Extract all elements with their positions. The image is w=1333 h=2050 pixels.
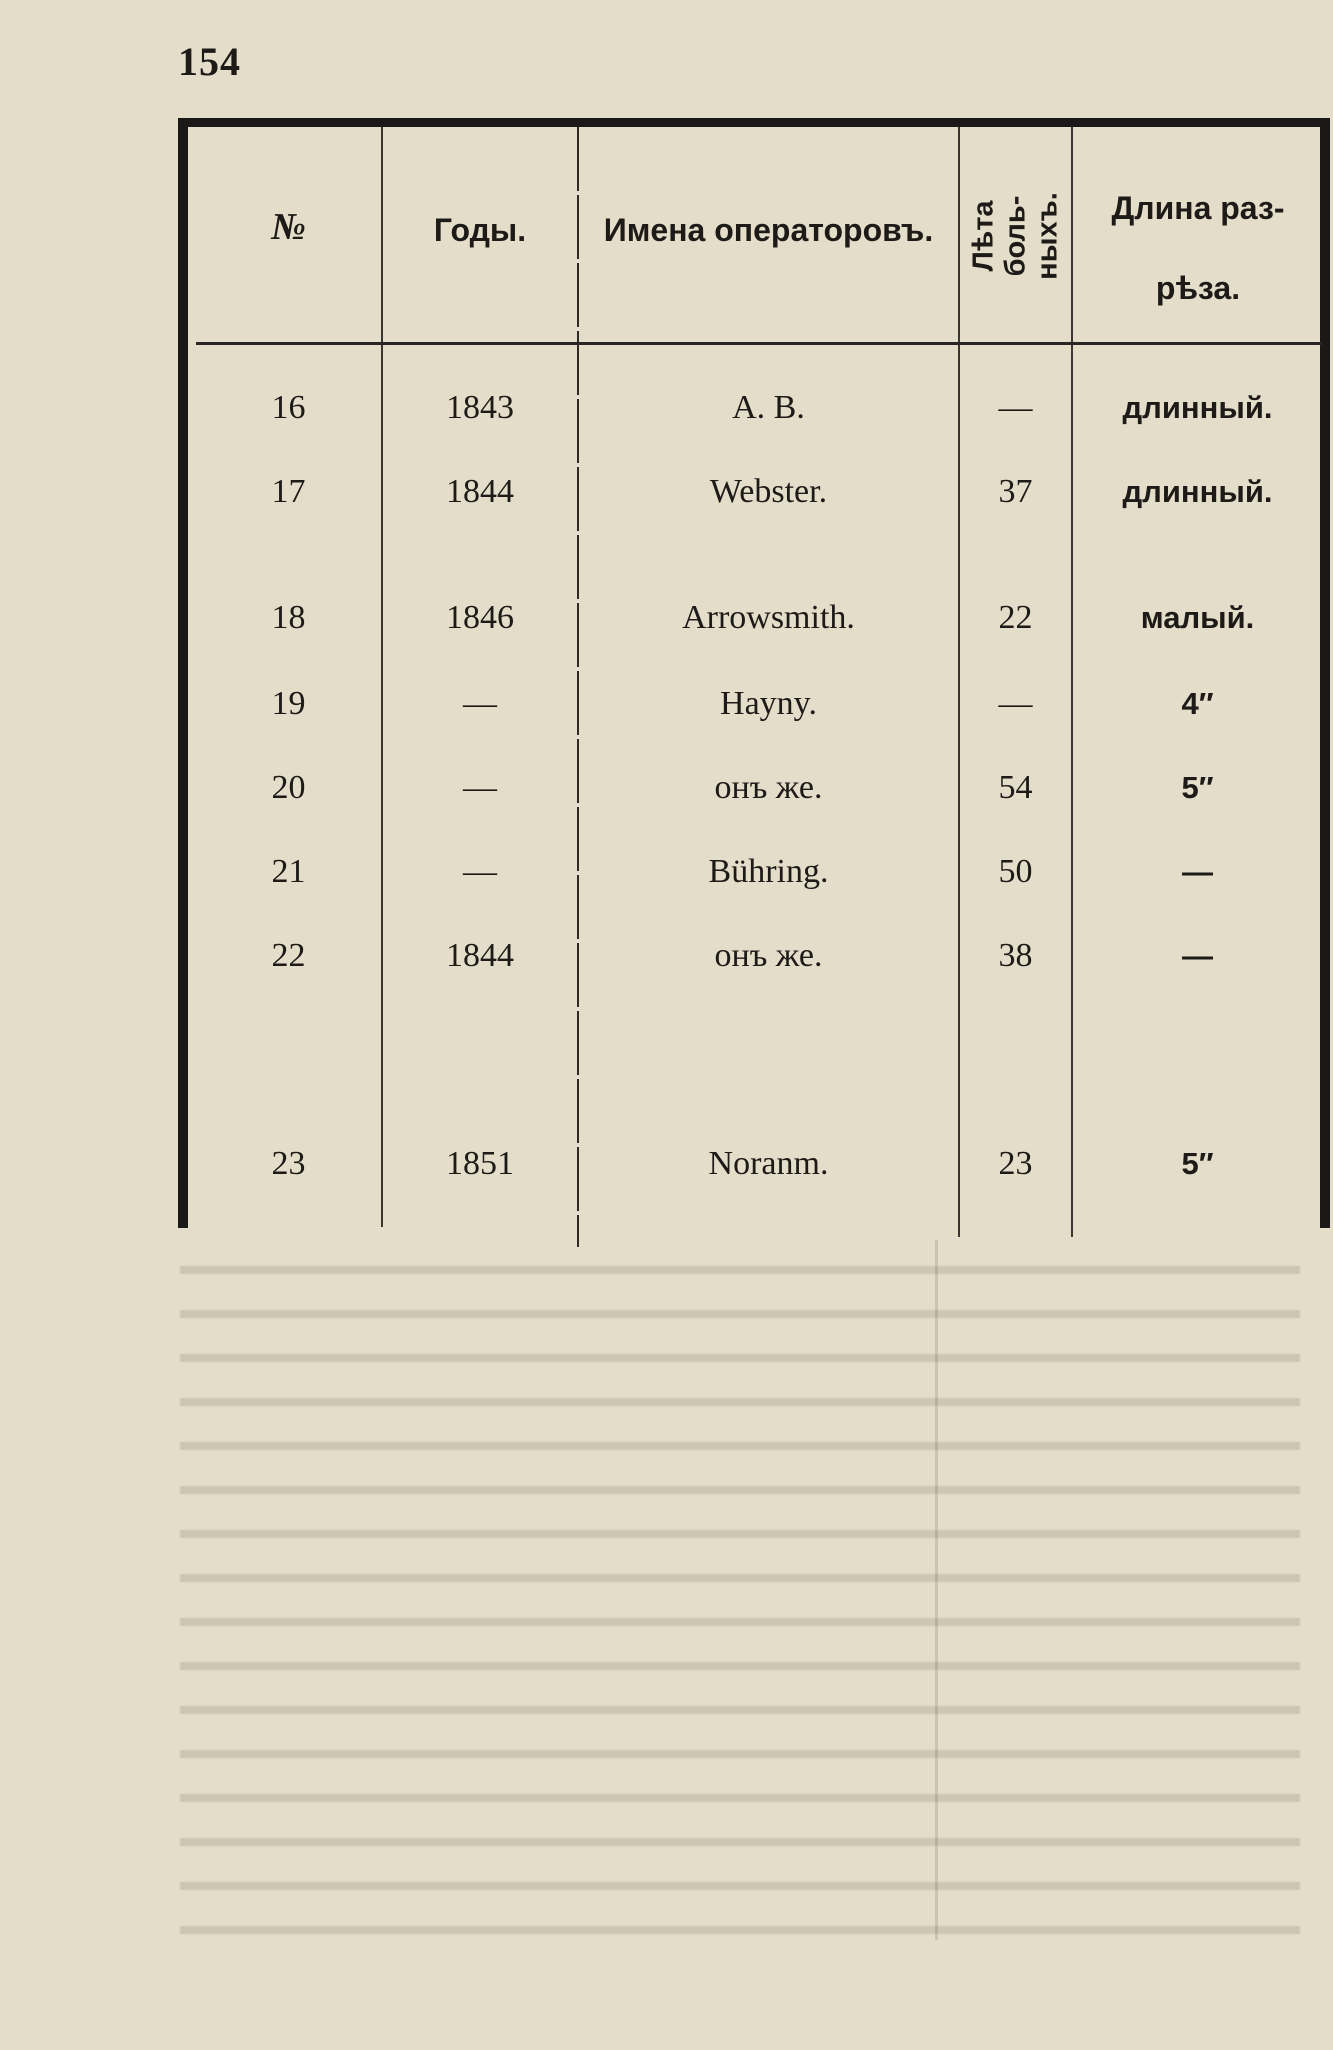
cell-operator: онъ же. (714, 937, 823, 974)
table-row (196, 462, 1322, 522)
table-row (196, 758, 1322, 818)
cell-age: 54 (998, 769, 1033, 806)
cell-year: 1846 (446, 599, 514, 636)
cell-length: длинный. (1122, 474, 1273, 509)
page-number: 154 (178, 39, 241, 84)
cell-age: 22 (998, 599, 1033, 636)
table-row (196, 588, 1322, 648)
cell-number: 18 (271, 599, 306, 636)
cell-number: 23 (271, 1145, 306, 1182)
cell-year: — (463, 685, 497, 722)
header-operators: Имена операторовъ. (603, 212, 934, 248)
cell-age: 38 (998, 937, 1033, 974)
cell-year: 1844 (446, 473, 514, 510)
cell-length: малый. (1140, 600, 1255, 635)
cell-year: — (463, 769, 497, 806)
header-number: № (271, 206, 306, 248)
cell-age: — (998, 685, 1033, 722)
cell-length: длинный. (1122, 390, 1273, 425)
cell-number: 22 (271, 937, 306, 974)
cell-age: 37 (998, 473, 1033, 510)
bleed-through-text (180, 1240, 1300, 1960)
table-row (196, 1134, 1322, 1194)
cell-year: — (463, 853, 497, 890)
cell-number: 17 (271, 473, 306, 510)
header-incision-length: Длина раз- рѣза. (1111, 190, 1285, 306)
cell-operator: Arrowsmith. (682, 599, 855, 636)
header-patient-age (960, 130, 1071, 342)
header-patient-age-label: Лѣта боль- ныхъ. (967, 192, 1064, 280)
cell-age: — (998, 389, 1033, 426)
cell-year: 1851 (446, 1145, 514, 1182)
cell-length: 5″ (1181, 1146, 1214, 1181)
cell-length: 5″ (1181, 770, 1214, 805)
cell-year: 1843 (446, 389, 514, 426)
cell-year: 1844 (446, 937, 514, 974)
cell-length: 4″ (1181, 686, 1214, 721)
cell-age: 50 (998, 853, 1033, 890)
cell-operator: Bühring. (708, 853, 829, 890)
table-row (196, 842, 1322, 902)
header-years: Годы. (433, 212, 527, 248)
cell-operator: Webster. (709, 473, 828, 510)
cell-operator: Hayny. (720, 685, 817, 722)
header-rule (196, 342, 1322, 345)
cell-operator: А. В. (732, 389, 805, 426)
cell-length: — (1182, 854, 1213, 889)
cell-number: 16 (271, 389, 306, 426)
bleed-through-rule (935, 1240, 938, 1940)
cell-length: — (1182, 938, 1213, 973)
cell-number: 21 (271, 853, 306, 890)
table-row (196, 674, 1322, 734)
cell-operator: Noranm. (708, 1145, 829, 1182)
cell-number: 20 (271, 769, 306, 806)
cell-operator: онъ же. (714, 769, 823, 806)
table-row (196, 926, 1322, 986)
cell-age: 23 (998, 1145, 1033, 1182)
cell-number: 19 (271, 685, 306, 722)
table-row (196, 378, 1322, 438)
